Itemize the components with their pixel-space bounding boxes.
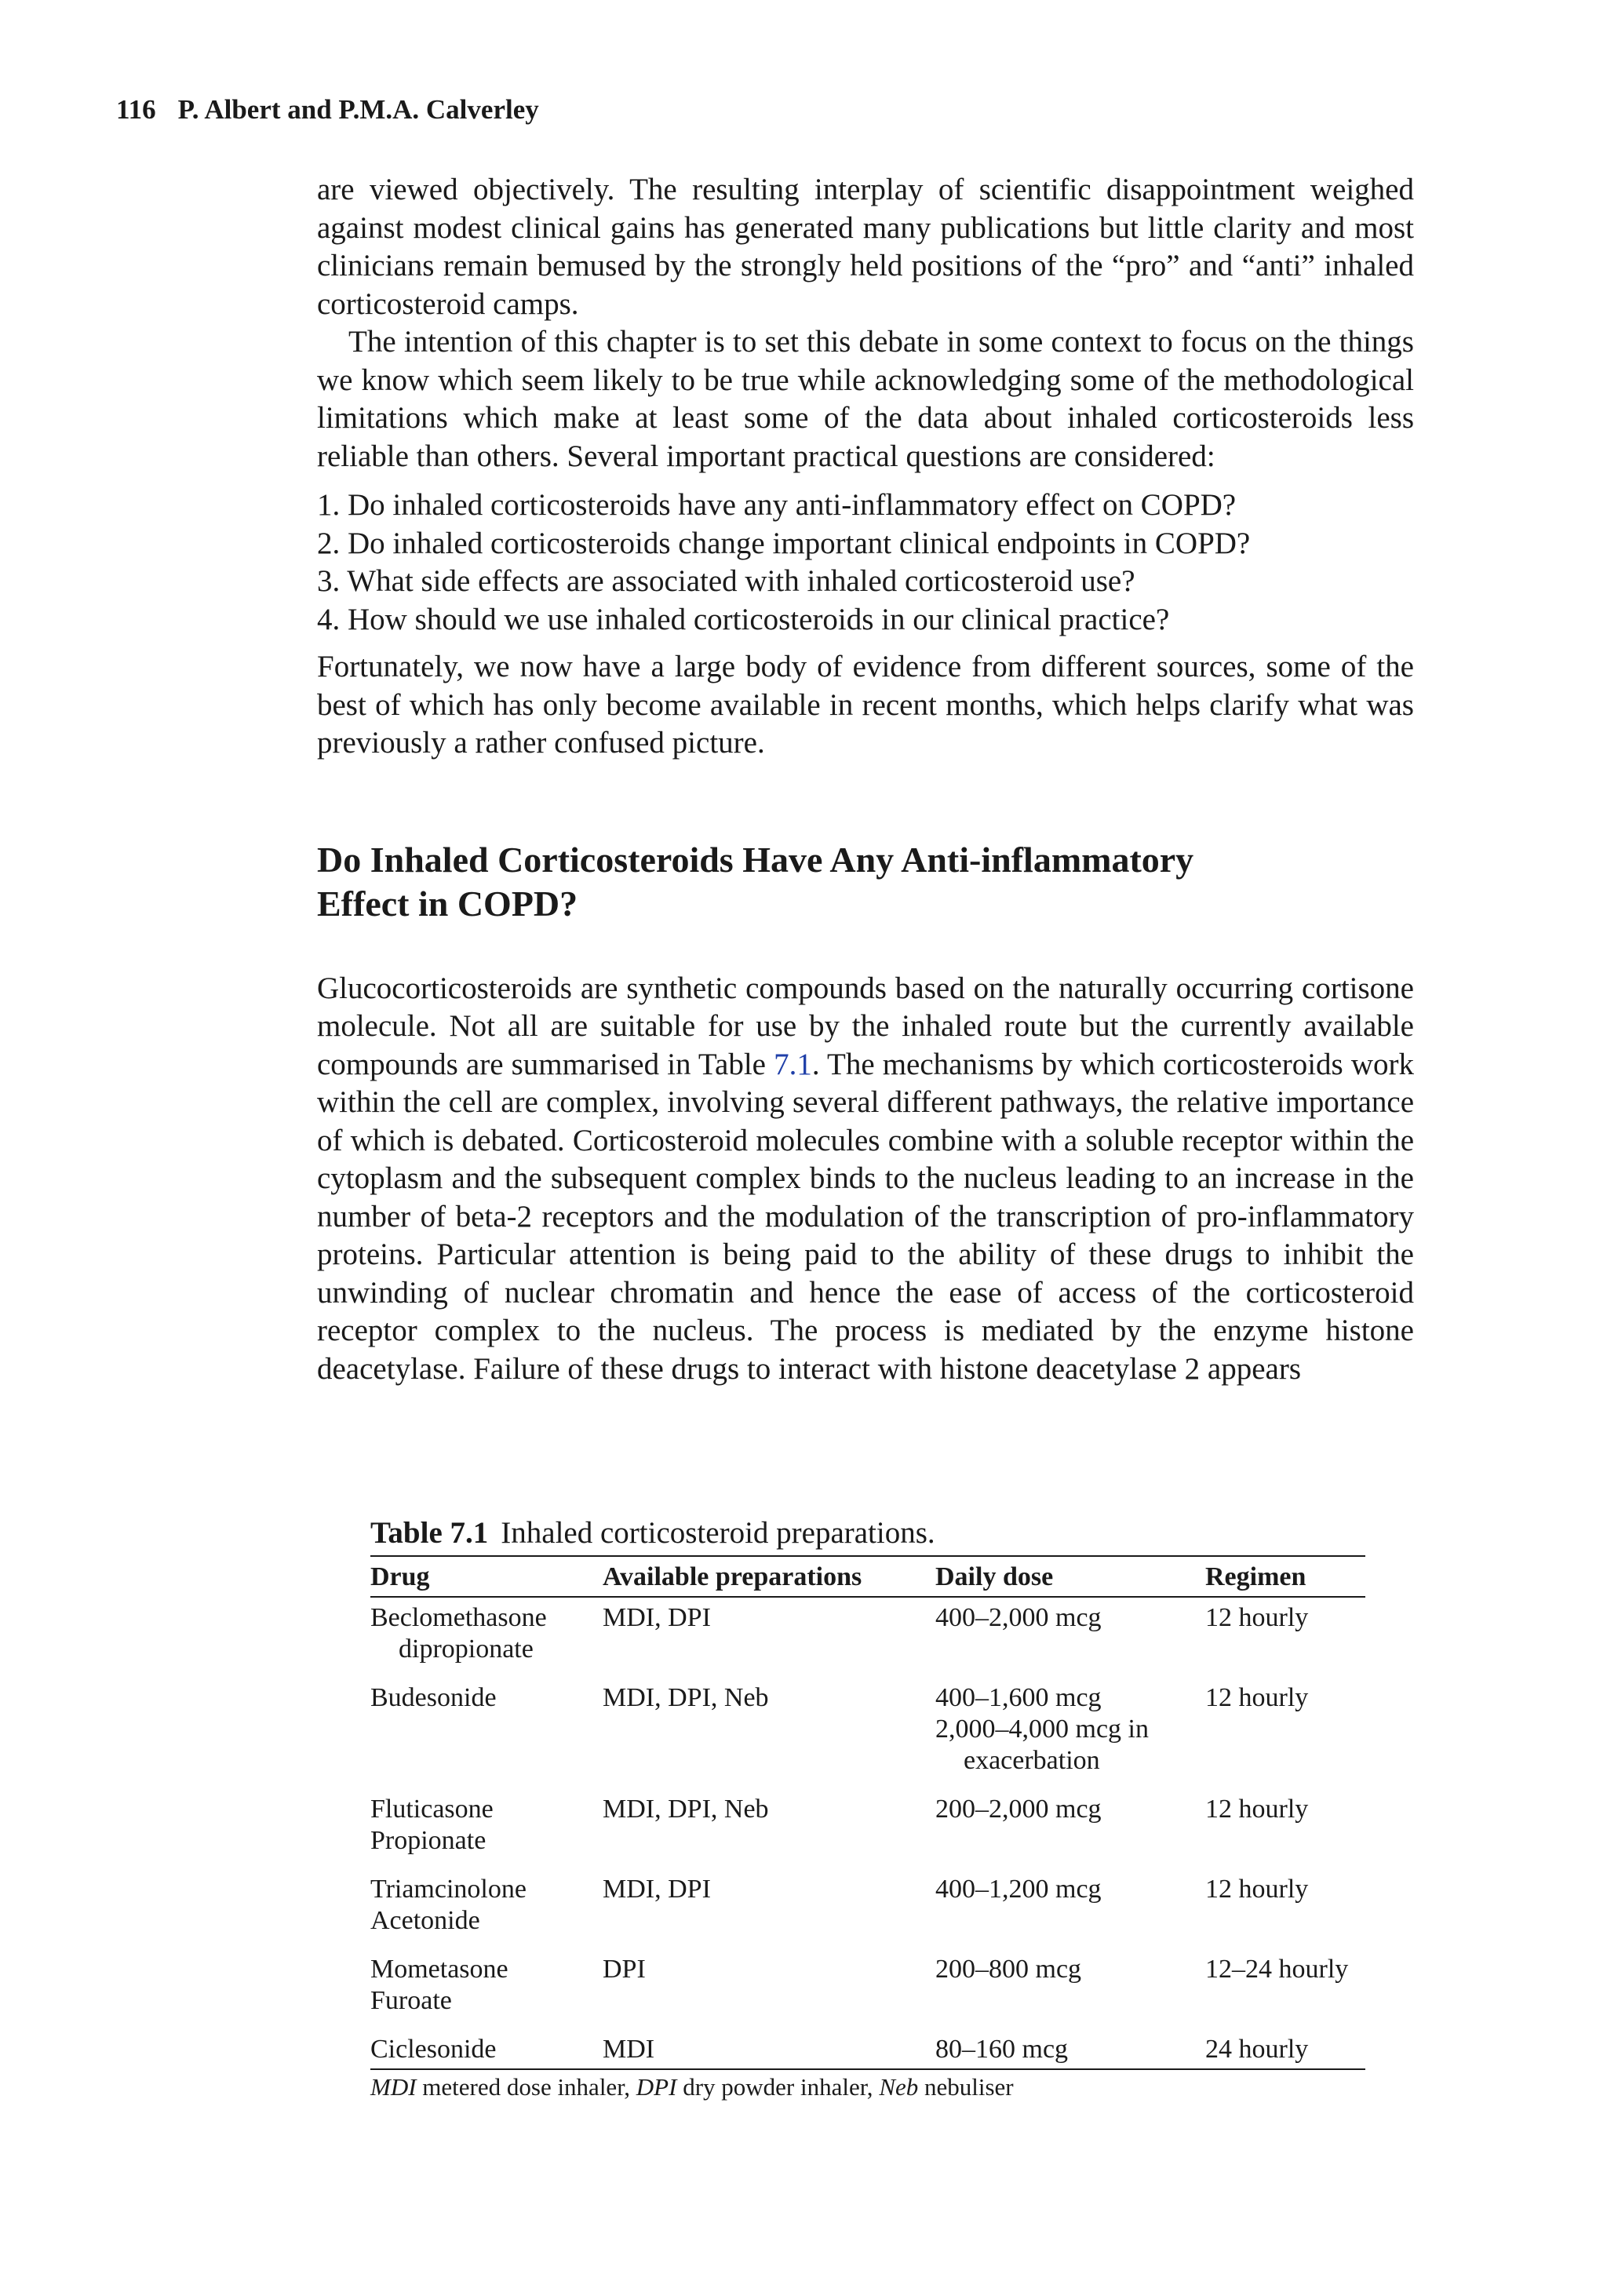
question-item-2: 2. Do inhaled corticosteroids change important clinical endpoints in COPD?	[317, 526, 1251, 560]
drug-name: Fluticasone	[370, 1795, 494, 1824]
drug-name-cont: Acetonide	[370, 1906, 480, 1935]
footnote-abbr-mdi: MDI	[370, 2073, 417, 2101]
table-row	[370, 2029, 1365, 2069]
drug-name-cont: dipropionate	[399, 1635, 534, 1664]
drug-name: Mometasone	[370, 1955, 508, 1984]
drug-name-cont: Propionate	[370, 1826, 486, 1855]
table-caption-text: Inhaled corticosteroid preparations.	[501, 1516, 935, 1550]
cell-regimen: 12 hourly	[1205, 1603, 1309, 1632]
section-heading	[317, 838, 1298, 926]
paragraph-section-end: . The mechanisms by which corticosteroids work within the cell are complex, involving several different pathways, the relative importance of which is debated. Corticosteroid molecules combine with a soluble receptor within the cytoplasm and the subsequent complex binds to the nucleus leading to an increase in the number of beta-2 receptors and the modulation of the transcription of pro-inflammatory proteins. Particular attention is being paid to the ability of these drugs to inhibit the unwinding of nuclear chromatin and hence the ease of access of the corticosteroid receptor complex to the nucleus. The process is mediated by the enzyme histone deacetylase. Failure of these drugs to interact with histone deacetylase 2 appears	[317, 1047, 1414, 1386]
question-item-1: 1. Do inhaled corticosteroids have any anti-inflammatory effect on COPD?	[317, 488, 1237, 522]
paragraph-section-1	[317, 970, 1414, 1389]
table-row	[370, 1678, 1365, 1789]
cell-preparations: MDI, DPI	[603, 1875, 711, 1904]
paragraph-intro-1: are viewed objectively. The resulting interplay of scientific disappointment weighed against modest clinical gains has generated many publications but little clarity and most clinicians remain bemused by the strongly held positions of the “pro” and “anti” inhaled corticosteroid camps.	[317, 173, 1414, 321]
drug-name: Triamcinolone	[370, 1875, 527, 1904]
paragraph-section-start: Glucocorticosteroids are synthetic compounds based on the naturally occurring cortisone molecule. Not all are suitable for use by the inhaled route but the currently available compounds are summarised in Table	[317, 971, 1414, 1081]
table-row	[370, 1949, 1365, 2029]
table-footnote	[370, 2072, 1365, 2103]
cell-drug	[370, 1869, 603, 1949]
preparations-table	[370, 1555, 1365, 2070]
dose-line-3: exacerbation	[964, 1746, 1100, 1775]
cell-preparations: MDI, DPI, Neb	[603, 1683, 769, 1712]
table-block	[370, 1514, 1365, 2103]
cell-daily-dose: 400–2,000 mcg	[935, 1603, 1102, 1632]
running-head-authors: P. Albert and P.M.A. Calverley	[177, 94, 539, 125]
footnote-abbr-neb: Neb	[879, 2073, 919, 2101]
dose-line-1: 400–1,600 mcg	[935, 1683, 1102, 1712]
cell-regimen: 12 hourly	[1205, 1683, 1309, 1712]
dose-line-2: 2,000–4,000 mcg in	[935, 1715, 1149, 1744]
table-row	[370, 1869, 1365, 1949]
cell-daily-dose: 200–800 mcg	[935, 1955, 1082, 1984]
footnote-abbr-dpi: DPI	[636, 2073, 677, 2101]
cell-preparations: MDI, DPI	[603, 1603, 711, 1632]
cell-drug: Budesonide	[370, 1683, 497, 1712]
section-heading-line-2: Effect in COPD?	[317, 883, 578, 924]
cell-drug	[370, 1949, 603, 2029]
question-item-3: 3. What side effects are associated with inhaled corticosteroid use?	[317, 564, 1135, 598]
drug-name: Beclomethasone	[370, 1603, 547, 1632]
table-label: Table 7.1	[370, 1516, 489, 1550]
paragraph-intro-2: The intention of this chapter is to set this debate in some context to focus on the things we know which seem likely to be true while acknowledging some of the methodological limitations which make at least some of the data about inhaled corticosteroids less reliable than others. Several important practical questions are considered:	[317, 325, 1414, 473]
cell-preparations: MDI, DPI, Neb	[603, 1795, 769, 1824]
cell-preparations: DPI	[603, 1955, 646, 1984]
footnote-text-neb: nebuliser	[918, 2073, 1014, 2101]
cell-daily-dose: 400–1,200 mcg	[935, 1875, 1102, 1904]
cell-daily-dose	[935, 1678, 1205, 1789]
cell-daily-dose: 200–2,000 mcg	[935, 1795, 1102, 1824]
question-item-4: 4. How should we use inhaled corticosteroids in our clinical practice?	[317, 602, 1170, 636]
cell-drug: Ciclesonide	[370, 2029, 603, 2069]
column-header-regimen: Regimen	[1205, 1556, 1365, 1597]
footnote-text-mdi: metered dose inhaler,	[416, 2073, 636, 2101]
section-heading-line-1: Do Inhaled Corticosteroids Have Any Anti-inflammatory	[317, 839, 1194, 880]
body-text	[317, 171, 1414, 1388]
cell-regimen: 12–24 hourly	[1205, 1955, 1349, 1984]
table-row	[370, 1597, 1365, 1678]
footnote-text-dpi: dry powder inhaler,	[676, 2073, 880, 2101]
cell-regimen: 24 hourly	[1205, 2029, 1365, 2069]
paragraph-intro-3: Fortunately, we now have a large body of evidence from different sources, some of the best of which has only become available in recent months, which helps clarify what was previously a rather confused picture.	[317, 650, 1414, 760]
question-list	[317, 487, 1414, 639]
cell-preparations: MDI	[603, 2029, 935, 2069]
cell-daily-dose: 80–160 mcg	[935, 2029, 1205, 2069]
cell-regimen: 12 hourly	[1205, 1875, 1309, 1904]
column-header-daily-dose: Daily dose	[935, 1556, 1205, 1597]
table-row	[370, 1789, 1365, 1869]
table-header-row	[370, 1556, 1365, 1597]
running-head	[116, 94, 539, 126]
cell-regimen: 12 hourly	[1205, 1795, 1309, 1824]
table-reference-link[interactable]: 7.1	[774, 1047, 812, 1081]
page-number: 116	[116, 94, 156, 125]
table-caption	[370, 1514, 1365, 1552]
drug-name-cont: Furoate	[370, 1986, 452, 2015]
cell-drug	[370, 1789, 603, 1869]
column-header-drug: Drug	[370, 1556, 603, 1597]
cell-drug	[370, 1597, 603, 1678]
column-header-preparations: Available preparations	[603, 1556, 935, 1597]
